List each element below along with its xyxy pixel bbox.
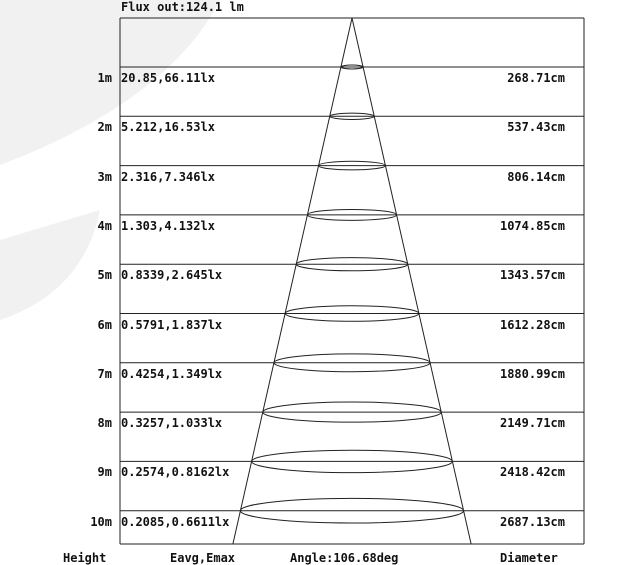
row-height-label: 3m	[97, 169, 112, 184]
row-height-label: 8m	[97, 416, 112, 431]
row-height-label: 2m	[97, 120, 112, 135]
cone-left-edge	[233, 18, 352, 544]
row-illuminance-value: 0.3257,1.033lx	[121, 416, 223, 431]
row-height-label: 7m	[97, 366, 112, 381]
row-diameter-value: 1612.28cm	[499, 317, 565, 332]
row-illuminance-value: 0.4254,1.349lx	[121, 366, 223, 381]
row-height-label: 5m	[97, 268, 112, 283]
row-illuminance-value: 0.2574,0.8162lx	[121, 465, 230, 480]
row-height-label: 10m	[90, 514, 112, 529]
row-height-label: 9m	[97, 465, 112, 480]
row-illuminance-value: 0.8339,2.645lx	[121, 268, 223, 283]
row-illuminance-value: 2.316,7.346lx	[121, 169, 215, 184]
row-height-label: 6m	[97, 317, 112, 332]
footer-height: Height	[63, 551, 107, 565]
row-diameter-value: 1074.85cm	[499, 218, 565, 233]
row-diameter-value: 2418.42cm	[499, 465, 565, 480]
row-diameter-value: 1880.99cm	[499, 366, 565, 381]
row-illuminance-value: 0.2085,0.6611lx	[121, 514, 230, 529]
flux-title: Flux out:124.1 lm	[121, 0, 244, 14]
row-diameter-value: 537.43cm	[507, 120, 565, 135]
footer-angle: Angle:106.68deg	[290, 551, 399, 565]
row-illuminance-value: 20.85,66.11lx	[121, 71, 215, 85]
cone-right-edge	[352, 18, 471, 544]
row-illuminance-value: 0.5791,1.837lx	[121, 317, 223, 332]
row-height-label: 4m	[97, 218, 112, 233]
row-illuminance-value: 1.303,4.132lx	[121, 218, 215, 233]
row-diameter-value: 806.14cm	[507, 169, 565, 184]
footer-eavg: Eavg,Emax	[170, 551, 236, 565]
row-height-label: 1m	[97, 71, 112, 85]
row-diameter-value: 2149.71cm	[499, 416, 565, 431]
row-diameter-value: 1343.57cm	[499, 268, 565, 283]
row-illuminance-value: 5.212,16.53lx	[121, 120, 215, 135]
row-diameter-value: 2687.13cm	[499, 514, 565, 529]
row-diameter-value: 268.71cm	[507, 71, 565, 85]
footer-diameter: Diameter	[500, 551, 558, 565]
